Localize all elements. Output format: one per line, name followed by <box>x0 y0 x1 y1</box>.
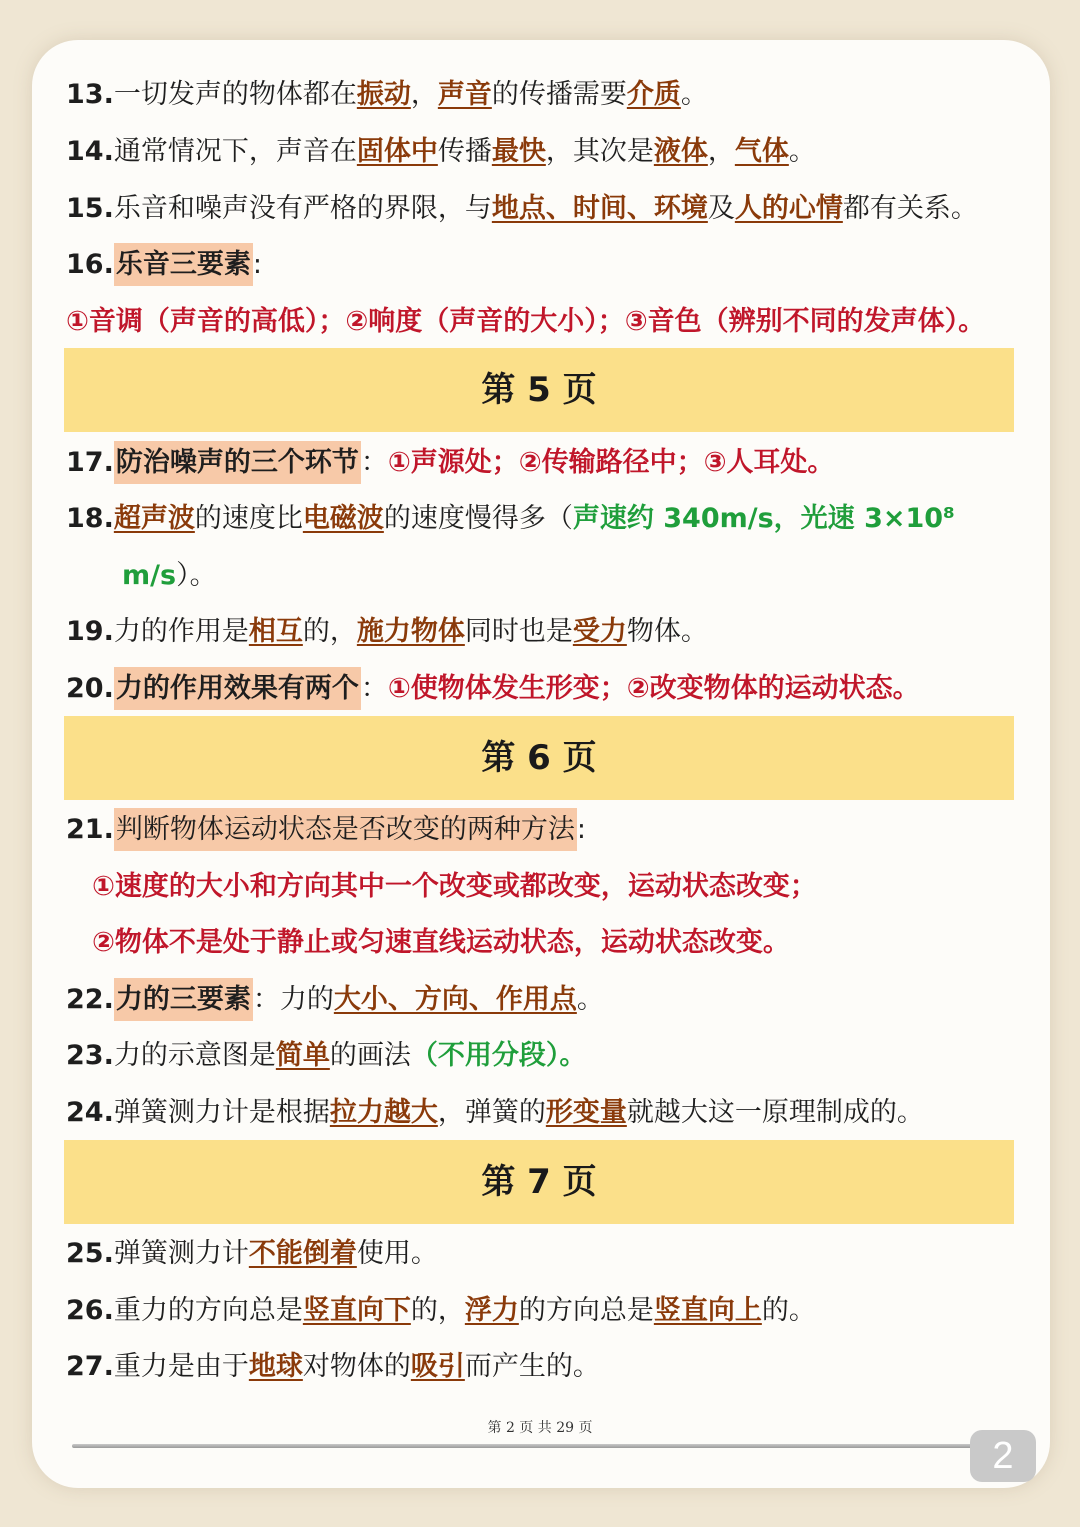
text-run: 弹簧测力计 <box>113 1238 249 1269</box>
text-run: （不用分段）。 <box>410 1040 587 1071</box>
keyword: 简单 <box>275 1040 330 1071</box>
text-run: 的速度比 <box>194 503 303 534</box>
text-run: 及 <box>707 193 735 224</box>
item-number: 17. <box>66 447 114 478</box>
text-run: ，弹簧的 <box>437 1097 546 1128</box>
item-18-cont <box>122 556 1080 596</box>
text-run: ：力的 <box>252 984 334 1015</box>
text-run: 同时也是 <box>464 616 573 647</box>
keyword: 超声波 <box>113 503 195 534</box>
text-run: 。 <box>788 136 816 167</box>
item-16-detail: ①音调（声音的高低）；②响度（声音的大小）；③音色（辨别不同的发声体）。 <box>66 306 986 337</box>
item-20 <box>66 669 1026 709</box>
text-run: ： <box>360 447 388 478</box>
text-run: ： <box>360 673 388 704</box>
keyword: 浮力 <box>464 1295 519 1326</box>
keyword: 人的心情 <box>734 193 843 224</box>
text-run: ， <box>707 136 735 167</box>
text-run: ）。 <box>176 560 217 591</box>
text-run: 弹簧测力计是根据 <box>113 1097 330 1128</box>
item-number: 14. <box>66 136 114 167</box>
keyword: 声音 <box>437 79 492 110</box>
text-run: ，其次是 <box>545 136 654 167</box>
scroll-track <box>72 1444 972 1448</box>
item-number: 20. <box>66 673 114 704</box>
item-number: 22. <box>66 984 114 1015</box>
item-number: 26. <box>66 1295 114 1326</box>
text-run: 的， <box>410 1295 465 1326</box>
item-number: 27. <box>66 1351 114 1382</box>
item-24 <box>66 1093 1026 1133</box>
item-25 <box>66 1234 1026 1274</box>
item-14 <box>66 132 1026 172</box>
text-run: ①声源处；②传输路径中；③人耳处。 <box>387 447 835 478</box>
text-run: 重力的方向总是 <box>113 1295 303 1326</box>
text-run: 的传播需要 <box>491 79 627 110</box>
text-run: m/s <box>122 560 177 591</box>
text-run: 的， <box>302 616 357 647</box>
text-run: 通常情况下，声音在 <box>113 136 357 167</box>
text-run: 力的作用是 <box>113 616 249 647</box>
item-22 <box>66 980 1026 1020</box>
item-19 <box>66 612 1026 652</box>
keyword: 地点、时间、环境 <box>491 193 708 224</box>
text-run: : <box>252 249 262 280</box>
page-footer: 第 2 页 共 29 页 <box>487 1420 593 1436</box>
keyword: 地球 <box>248 1351 303 1382</box>
text-run: 重力是由于 <box>113 1351 249 1382</box>
item-13 <box>66 75 1026 115</box>
item-number: 21. <box>66 814 114 845</box>
text-run: 就越大这一原理制成的。 <box>626 1097 924 1128</box>
highlight-label: 乐音三要素 <box>114 243 253 286</box>
keyword: 大小、方向、作用点 <box>333 984 577 1015</box>
keyword: 不能倒着 <box>248 1238 357 1269</box>
text-run: : <box>576 814 586 845</box>
text-run: 的画法 <box>329 1040 411 1071</box>
item-16 <box>66 245 1026 285</box>
keyword: 液体 <box>653 136 708 167</box>
keyword: 竖直向下 <box>302 1295 411 1326</box>
text-run: 对物体的 <box>302 1351 411 1382</box>
item-21-detail-1: ①速度的大小和方向其中一个改变或都改变，运动状态改变； <box>92 871 817 902</box>
item-15 <box>66 189 1026 229</box>
item-21 <box>66 810 1026 850</box>
item-number: 23. <box>66 1040 114 1071</box>
text-run: 力的示意图是 <box>113 1040 276 1071</box>
text-run: ①使物体发生形变；②改变物体的运动状态。 <box>387 673 920 704</box>
item-18 <box>66 499 1026 539</box>
text-run: 的。 <box>761 1295 816 1326</box>
text-run: 的方向总是 <box>518 1295 654 1326</box>
text-run: 乐音和噪声没有严格的界限，与 <box>113 193 492 224</box>
keyword: 振动 <box>356 79 411 110</box>
text-run: 判断物体运动状态是否改变的两种方法 <box>114 808 577 851</box>
text-run: 。 <box>576 984 604 1015</box>
text-run: 声速约 340m/s，光速 3×10⁸ <box>572 503 955 534</box>
item-number: 19. <box>66 616 114 647</box>
keyword: 固体中 <box>356 136 438 167</box>
page-number-badge: 2 <box>970 1430 1036 1482</box>
item-23 <box>66 1036 1026 1076</box>
text-run: 的速度慢得多（ <box>383 503 573 534</box>
item-number: 25. <box>66 1238 114 1269</box>
keyword: 吸引 <box>410 1351 465 1382</box>
keyword: 最快 <box>491 136 546 167</box>
item-27 <box>66 1347 1026 1387</box>
item-number: 24. <box>66 1097 114 1128</box>
item-17 <box>66 443 1026 483</box>
text-run: 传播 <box>437 136 492 167</box>
keyword: 电磁波 <box>302 503 384 534</box>
text-run: 而产生的。 <box>464 1351 600 1382</box>
text-run: 一切发声的物体都在 <box>113 79 357 110</box>
item-number: 15. <box>66 193 114 224</box>
text-run: ， <box>410 79 438 110</box>
text-run: 力的作用效果有两个 <box>114 667 361 710</box>
text-run: 都有关系。 <box>842 193 978 224</box>
keyword: 受力 <box>572 616 627 647</box>
item-number: 18. <box>66 503 114 534</box>
item-number: 16. <box>66 249 114 280</box>
item-21-detail-2: ②物体不是处于静止或匀速直线运动状态，运动状态改变。 <box>92 927 790 958</box>
keyword: 竖直向上 <box>653 1295 762 1326</box>
keyword: 介质 <box>626 79 681 110</box>
text-run: 使用。 <box>356 1238 438 1269</box>
page-banner-5: 第 5 页 <box>64 348 1014 432</box>
keyword: 施力物体 <box>356 616 465 647</box>
text-run: 防治噪声的三个环节 <box>114 441 361 484</box>
keyword: 相互 <box>248 616 303 647</box>
keyword: 拉力越大 <box>329 1097 438 1128</box>
page-banner-7: 第 7 页 <box>64 1140 1014 1224</box>
text-run: 。 <box>680 79 708 110</box>
item-number: 13. <box>66 79 114 110</box>
page-banner-6: 第 6 页 <box>64 716 1014 800</box>
item-26 <box>66 1291 1026 1331</box>
text-run: 力的三要素 <box>114 978 253 1021</box>
keyword: 形变量 <box>545 1097 627 1128</box>
keyword: 气体 <box>734 136 789 167</box>
text-run: 物体。 <box>626 616 708 647</box>
